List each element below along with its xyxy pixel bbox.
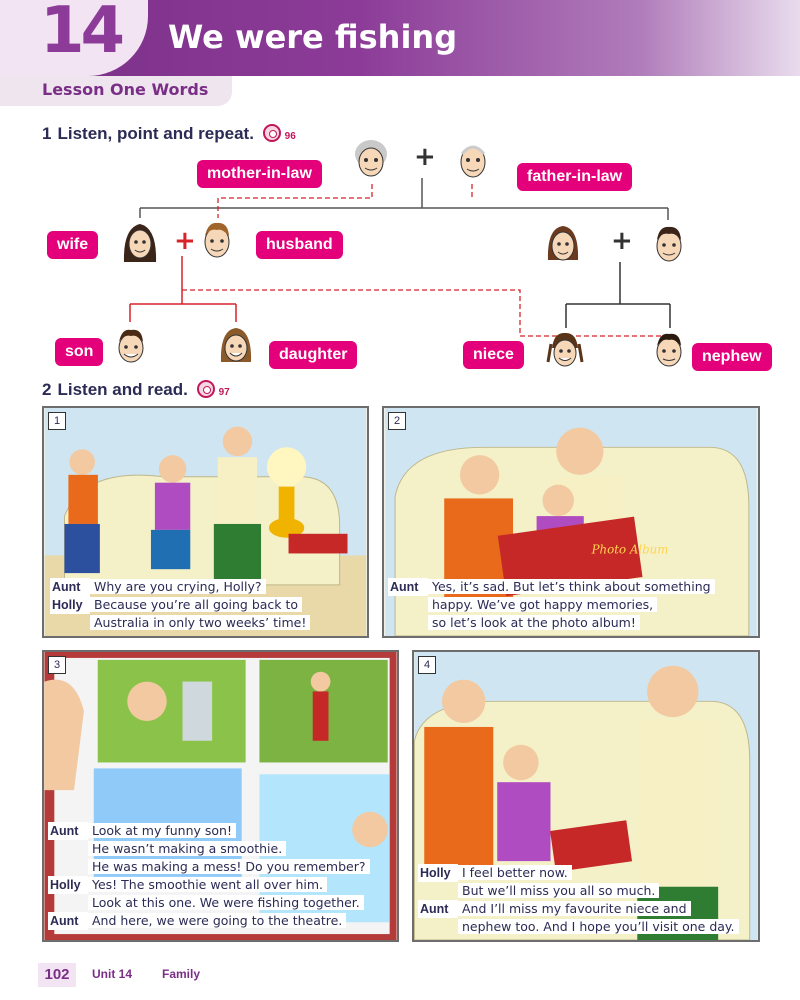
dialogue-line xyxy=(48,912,370,930)
dialogue-text: But we’ll miss you all so much. xyxy=(458,883,659,898)
audio-cd-icon[interactable] xyxy=(263,124,281,142)
word-nephew[interactable]: nephew xyxy=(692,343,772,371)
wife-face-icon xyxy=(121,218,159,264)
uncle-face-icon xyxy=(650,220,688,266)
aunt-face-icon xyxy=(544,220,582,266)
lesson-label: Lesson One Words xyxy=(42,80,209,99)
word-niece[interactable]: niece xyxy=(463,341,524,369)
dialogue-text: He wasn’t making a smoothie. xyxy=(88,841,286,856)
panel-4-dialogue xyxy=(418,864,739,936)
dialogue-line xyxy=(418,882,739,900)
dialogue-line xyxy=(418,918,739,936)
dialogue-text: I feel better now. xyxy=(458,865,572,880)
dialogue-text: Yes, it’s sad. But let’s think about something xyxy=(428,579,715,594)
son-face-icon xyxy=(112,322,150,368)
panel-1-dialogue xyxy=(50,578,310,632)
dialogue-text: Look at this one. We were fishing together. xyxy=(88,895,364,910)
dialogue-text: Look at my funny son! xyxy=(88,823,236,838)
plus-sign-red: + xyxy=(174,226,196,256)
audio-cd-icon[interactable] xyxy=(197,380,215,398)
speaker-name: Aunt xyxy=(50,578,90,596)
comic-panel-3 xyxy=(42,650,399,942)
dialogue-line xyxy=(48,858,370,876)
comic-panel-2 xyxy=(382,406,760,638)
plus-sign-right: + xyxy=(611,226,633,256)
dialogue-text: He was making a mess! Do you remember? xyxy=(88,859,370,874)
footer-topic: Family xyxy=(162,967,201,981)
speaker-name: Aunt xyxy=(388,578,428,596)
dialogue-line xyxy=(48,876,370,894)
activity-1-number: 1 xyxy=(42,124,52,143)
dialogue-line xyxy=(418,900,739,918)
speaker-name: Aunt xyxy=(48,822,88,840)
plus-sign: + xyxy=(414,142,436,172)
word-wife[interactable]: wife xyxy=(47,231,98,259)
footer-unit: Unit 14 xyxy=(92,967,133,981)
comic-panel-4 xyxy=(412,650,760,942)
panel-number: 4 xyxy=(418,656,436,674)
dialogue-text: Australia in only two weeks’ time! xyxy=(90,615,310,630)
activity-1-heading xyxy=(42,124,296,144)
speaker-name: Aunt xyxy=(48,912,88,930)
page-number: 102 xyxy=(38,963,76,987)
speaker-name: Holly xyxy=(48,876,88,894)
page-footer xyxy=(0,958,800,1000)
grandfather-face-icon xyxy=(454,136,492,182)
dialogue-line xyxy=(388,614,715,632)
activity-2-heading xyxy=(42,380,230,400)
word-son[interactable]: son xyxy=(55,338,103,366)
speaker-name: Holly xyxy=(418,864,458,882)
nephew-face-icon xyxy=(650,326,688,372)
dialogue-text: happy. We’ve got happy memories, xyxy=(428,597,657,612)
dialogue-line xyxy=(50,614,310,632)
word-husband[interactable]: husband xyxy=(256,231,343,259)
grandmother-face-icon xyxy=(352,136,390,182)
dialogue-line xyxy=(50,596,310,614)
panel-number: 1 xyxy=(48,412,66,430)
speaker-name: Holly xyxy=(50,596,90,614)
activity-1-instruction: Listen, point and repeat. xyxy=(57,124,254,143)
word-father-in-law[interactable]: father-in-law xyxy=(517,163,632,191)
daughter-face-icon xyxy=(217,322,255,368)
album-cover-text: Photo Album xyxy=(591,542,669,557)
word-mother-in-law[interactable]: mother-in-law xyxy=(197,160,322,188)
dialogue-line xyxy=(50,578,310,596)
husband-face-icon xyxy=(198,216,236,262)
panel-number: 2 xyxy=(388,412,406,430)
dialogue-line xyxy=(388,578,715,596)
panel-3-dialogue xyxy=(48,822,370,930)
niece-face-icon xyxy=(546,326,584,372)
dialogue-text: Why are you crying, Holly? xyxy=(90,579,266,594)
dialogue-line xyxy=(388,596,715,614)
dialogue-text: nephew too. And I hope you’ll visit one day. xyxy=(458,919,739,934)
dialogue-line xyxy=(48,822,370,840)
panel-number: 3 xyxy=(48,656,66,674)
comic-panel-1 xyxy=(42,406,369,638)
activity-2-number: 2 xyxy=(42,380,52,399)
dialogue-text: so let’s look at the photo album! xyxy=(428,615,640,630)
activity-2-instruction: Listen and read. xyxy=(57,380,188,399)
panel-2-dialogue xyxy=(388,578,715,632)
track-number: 96 xyxy=(284,131,296,142)
unit-title: We were fishing xyxy=(168,18,458,56)
dialogue-line xyxy=(48,840,370,858)
dialogue-text: And here, we were going to the theatre. xyxy=(88,913,346,928)
track-number: 97 xyxy=(218,387,230,398)
dialogue-text: Because you’re all going back to xyxy=(90,597,302,612)
dialogue-line xyxy=(48,894,370,912)
unit-number: 14 xyxy=(40,0,122,68)
word-daughter[interactable]: daughter xyxy=(269,341,357,369)
dialogue-text: Yes! The smoothie went all over him. xyxy=(88,877,327,892)
dialogue-text: And I’ll miss my favourite niece and xyxy=(458,901,691,916)
speaker-name: Aunt xyxy=(418,900,458,918)
dialogue-line xyxy=(418,864,739,882)
